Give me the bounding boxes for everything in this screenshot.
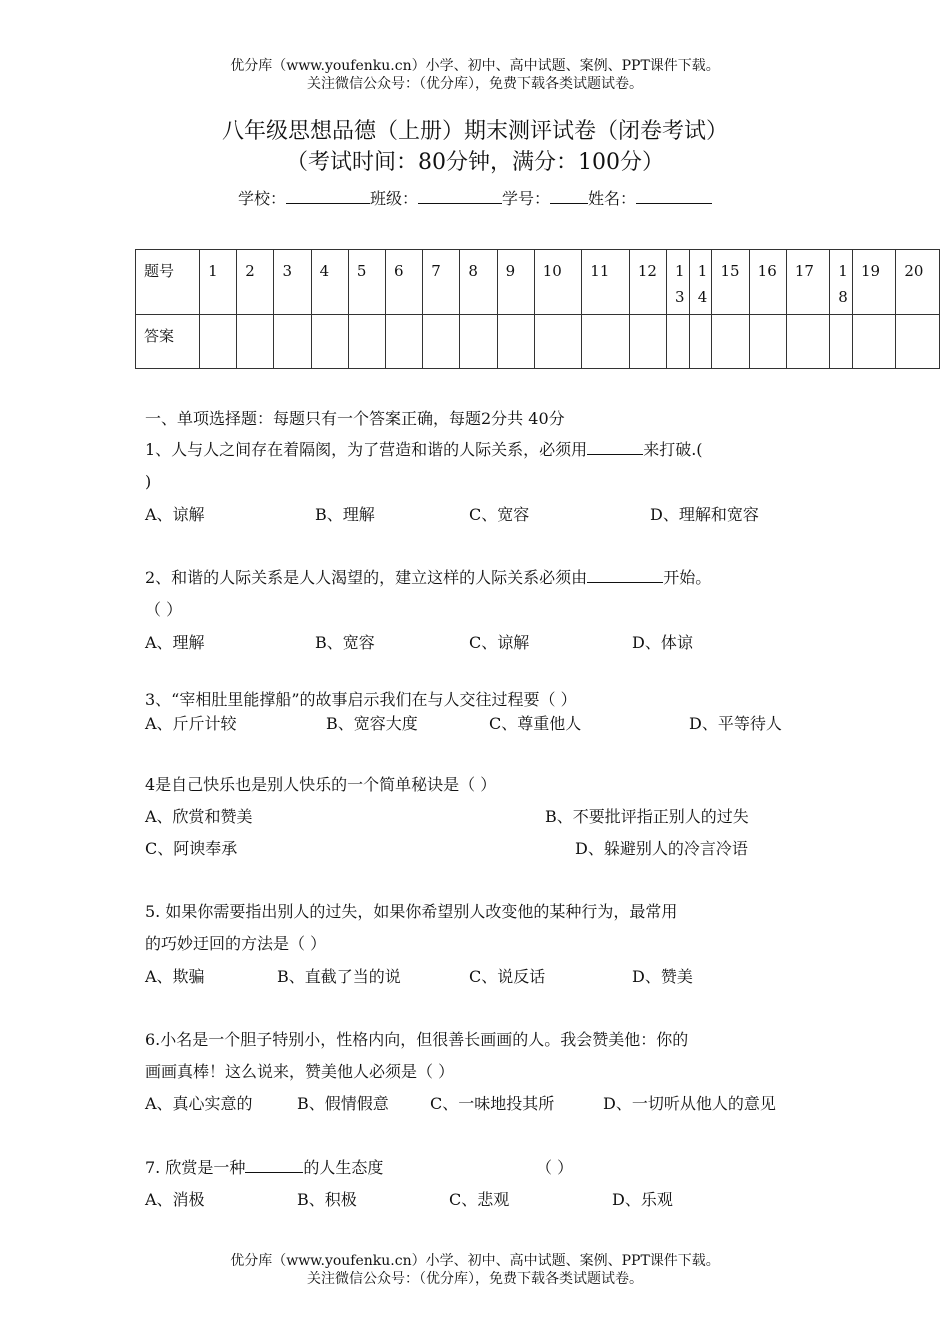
number-label: 学号： xyxy=(502,189,551,208)
q7-blank[interactable] xyxy=(245,1158,303,1173)
answer-table xyxy=(135,249,940,369)
q1-blank[interactable] xyxy=(587,440,643,455)
q7-stem-a: 7. 欣赏是一种 xyxy=(145,1158,246,1177)
answer-cell[interactable] xyxy=(497,315,534,369)
name-label: 姓名： xyxy=(588,189,637,208)
question-number-cell: 18 xyxy=(830,250,853,315)
answer-cell[interactable] xyxy=(386,315,423,369)
question-number-cell: 11 xyxy=(582,250,630,315)
answer-cell[interactable] xyxy=(689,315,712,369)
q6-option-a[interactable]: A、真心实意的 xyxy=(145,1094,253,1113)
q2-option-a[interactable]: A、理解 xyxy=(145,633,205,652)
q5-option-d[interactable]: D、赞美 xyxy=(632,967,693,986)
q7-stem-c: （ ） xyxy=(536,1158,574,1177)
q4-option-a[interactable]: A、欣赏和赞美 xyxy=(145,807,253,826)
table-row xyxy=(136,315,940,369)
exam-subtitle: （考试时间：80分钟，满分：100分） xyxy=(286,150,664,175)
site-header-line1: 优分库（www.youfenku.cn）小学、初中、高中试题、案例、PPT课件下载。 xyxy=(230,58,720,74)
class-label: 班级： xyxy=(369,189,418,208)
question-number-cell: 14 xyxy=(689,250,712,315)
q1-option-d[interactable]: D、理解和宽容 xyxy=(650,505,759,524)
question-number-cell: 9 xyxy=(497,250,534,315)
school-blank[interactable] xyxy=(286,187,370,204)
question-2-stem xyxy=(145,567,711,589)
exam-title: 八年级思想品德（上册）期末测评试卷（闭卷考试） xyxy=(221,119,728,144)
q2-option-c[interactable]: C、谅解 xyxy=(469,633,530,652)
question-number-cell: 3 xyxy=(274,250,311,315)
answer-cell[interactable] xyxy=(200,315,237,369)
q7-option-b[interactable]: B、积极 xyxy=(297,1190,357,1209)
answer-cell[interactable] xyxy=(311,315,348,369)
question-number-cell: 13 xyxy=(667,250,690,315)
q2-stem-a: 2、和谐的人际关系是人人渴望的，建立这样的人际关系必须由 xyxy=(145,568,588,587)
question-6-stem-b: 画画真棒！这么说来，赞美他人必须是（ ） xyxy=(145,1062,455,1081)
answer-cell[interactable] xyxy=(582,315,630,369)
q5-option-a[interactable]: A、欺骗 xyxy=(145,967,205,986)
q3-option-b[interactable]: B、宽容大度 xyxy=(326,714,418,733)
q7-option-a[interactable]: A、消极 xyxy=(145,1190,205,1209)
q3-option-c[interactable]: C、尊重他人 xyxy=(489,714,582,733)
q7-stem-b: 的人生态度 xyxy=(303,1158,384,1177)
answer-cell[interactable] xyxy=(274,315,311,369)
answer-cell[interactable] xyxy=(348,315,385,369)
q5-option-c[interactable]: C、说反话 xyxy=(469,967,546,986)
answer-cell[interactable] xyxy=(534,315,582,369)
q4-option-c[interactable]: C、阿谀奉承 xyxy=(145,839,238,858)
question-3-stem: 3、“宰相肚里能撑船”的故事启示我们在与人交往过程要（ ） xyxy=(145,690,577,709)
question-number-cell: 4 xyxy=(311,250,348,315)
student-info xyxy=(0,187,950,210)
q1-stem-a: 1、人与人之间存在着隔阂，为了营造和谐的人际关系，必须用 xyxy=(145,440,588,459)
section-heading: 一、单项选择题：每题只有一个答案正确，每题2分共 40分 xyxy=(145,409,565,428)
question-number-cell: 5 xyxy=(348,250,385,315)
answer-cell[interactable] xyxy=(423,315,460,369)
site-footer-line2: 关注微信公众号：（优分库），免费下载各类试题试卷。 xyxy=(307,1271,643,1287)
q4-option-d[interactable]: D、躲避别人的冷言冷语 xyxy=(575,839,748,858)
answer-cell[interactable] xyxy=(830,315,853,369)
question-number-cell: 16 xyxy=(749,250,786,315)
question-number-cell: 7 xyxy=(423,250,460,315)
q3-option-a[interactable]: A、斤斤计较 xyxy=(145,714,237,733)
answer-cell[interactable] xyxy=(712,315,749,369)
question-number-cell: 19 xyxy=(852,250,895,315)
number-blank[interactable] xyxy=(550,187,588,204)
q4-option-b[interactable]: B、不要批评指正别人的过失 xyxy=(545,807,749,826)
answer-cell[interactable] xyxy=(237,315,274,369)
site-footer-line1: 优分库（www.youfenku.cn）小学、初中、高中试题、案例、PPT课件下载。 xyxy=(230,1253,720,1269)
q1-option-b[interactable]: B、理解 xyxy=(315,505,375,524)
q6-option-c[interactable]: C、一味地投其所 xyxy=(430,1094,555,1113)
q3-option-d[interactable]: D、平等待人 xyxy=(689,714,782,733)
q2-stem-c: （ ） xyxy=(145,600,183,619)
school-label: 学校： xyxy=(237,189,286,208)
question-5-stem-a: 5. 如果你需要指出别人的过失，如果你希望别人改变他的某种行为，最常用 xyxy=(145,902,678,921)
question-number-cell: 6 xyxy=(386,250,423,315)
table-row xyxy=(136,250,940,315)
answer-cell[interactable] xyxy=(460,315,497,369)
question-number-cell: 8 xyxy=(460,250,497,315)
class-blank[interactable] xyxy=(418,187,502,204)
q2-stem-b: 开始。 xyxy=(663,568,712,587)
q1-option-a[interactable]: A、谅解 xyxy=(145,505,205,524)
question-6-stem-a: 6.小名是一个胆子特别小，性格内向，但很善长画画的人。我会赞美他：你的 xyxy=(145,1030,689,1049)
question-number-cell: 1 xyxy=(200,250,237,315)
q6-option-d[interactable]: D、一切听从他人的意见 xyxy=(603,1094,776,1113)
question-5-stem-b: 的巧妙迂回的方法是（ ） xyxy=(145,934,327,953)
question-4-stem: 4是自己快乐也是别人快乐的一个简单秘诀是（ ） xyxy=(145,775,497,794)
site-header-line2: 关注微信公众号：（优分库），免费下载各类试题试卷。 xyxy=(307,76,643,92)
question-7-stem xyxy=(145,1157,383,1179)
answer-cell[interactable] xyxy=(749,315,786,369)
q2-option-d[interactable]: D、体谅 xyxy=(632,633,693,652)
question-number-cell: 20 xyxy=(896,250,940,315)
q6-option-b[interactable]: B、假情假意 xyxy=(297,1094,389,1113)
q7-option-c[interactable]: C、悲观 xyxy=(449,1190,510,1209)
q1-option-c[interactable]: C、宽容 xyxy=(469,505,530,524)
answer-cell[interactable] xyxy=(852,315,895,369)
q5-option-b[interactable]: B、直截了当的说 xyxy=(277,967,401,986)
q7-option-d[interactable]: D、乐观 xyxy=(612,1190,673,1209)
answer-cell[interactable] xyxy=(786,315,829,369)
answer-cell[interactable] xyxy=(629,315,666,369)
q2-option-b[interactable]: B、宽容 xyxy=(315,633,375,652)
question-number-cell: 17 xyxy=(786,250,829,315)
q2-blank[interactable] xyxy=(587,568,663,583)
q1-stem-c: ) xyxy=(145,472,152,491)
q1-stem-b: 来打破.( xyxy=(643,440,703,459)
name-blank[interactable] xyxy=(636,187,712,204)
question-number-cell: 15 xyxy=(712,250,749,315)
question-number-label: 题号 xyxy=(136,250,200,315)
answer-cell[interactable] xyxy=(667,315,690,369)
answer-cell[interactable] xyxy=(896,315,940,369)
question-1-stem xyxy=(145,439,703,461)
question-number-cell: 2 xyxy=(237,250,274,315)
question-number-cell: 12 xyxy=(629,250,666,315)
question-number-cell: 10 xyxy=(534,250,582,315)
answer-label: 答案 xyxy=(136,315,200,369)
